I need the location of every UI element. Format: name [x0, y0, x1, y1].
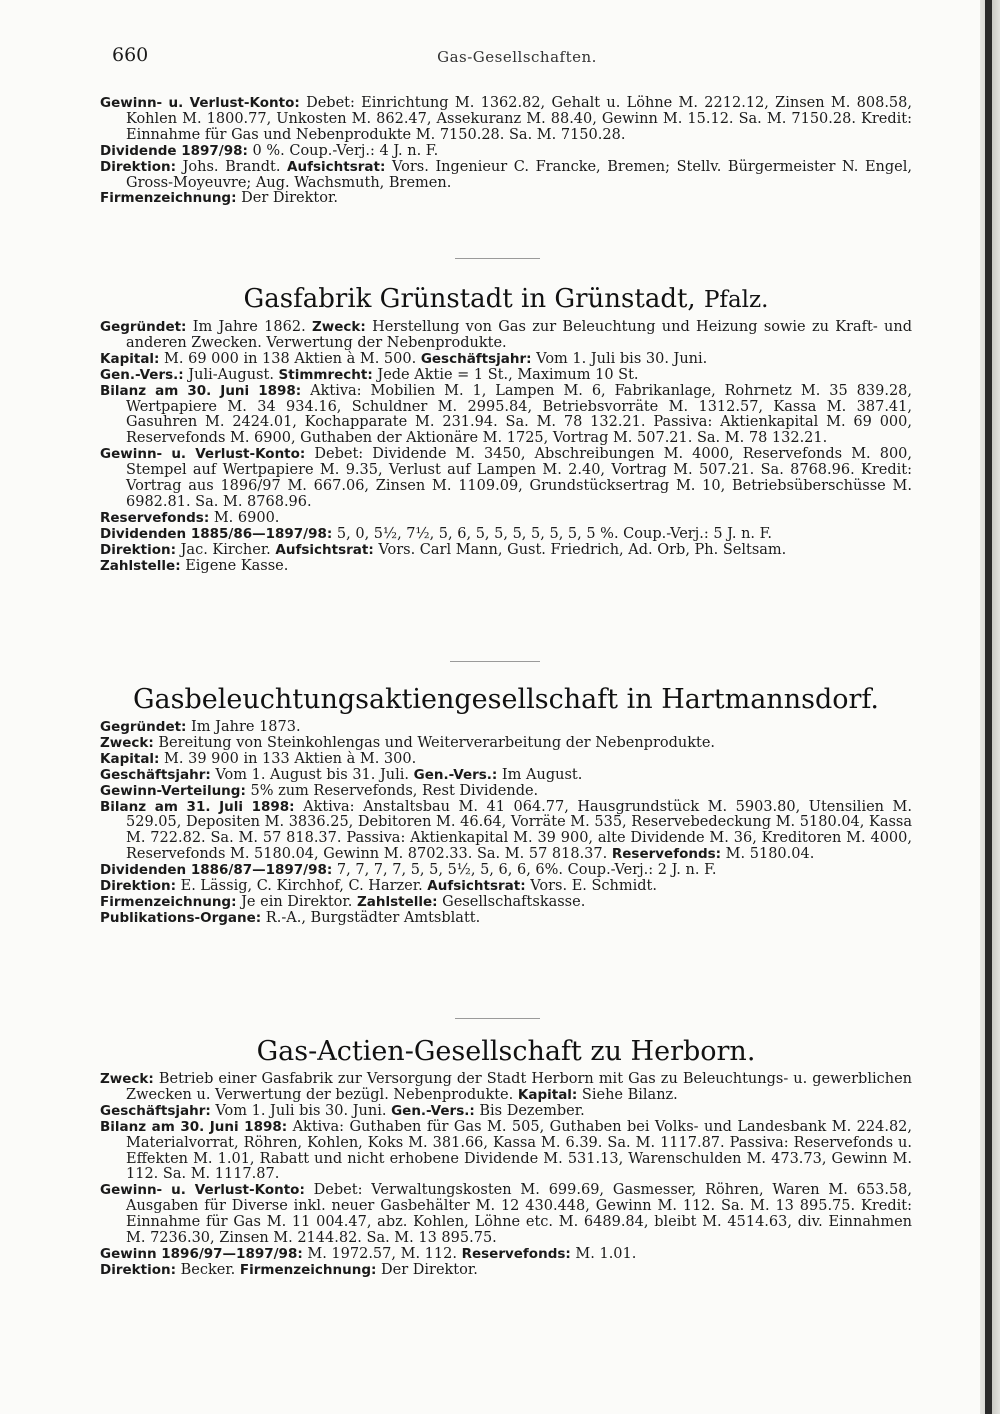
field-label: Reservefonds:: [611, 846, 722, 863]
field-text: Eigene Kasse.: [180, 557, 289, 574]
field-label: Kapital:: [517, 1086, 578, 1103]
field-text: M. 39 900 in 133 Aktien à M. 300.: [159, 750, 417, 767]
entry-line: [100, 1120, 912, 1184]
entry-line: [100, 1183, 912, 1247]
entry-line: [100, 752, 912, 768]
field-text: Im Jahre 1873.: [186, 719, 301, 735]
field-label: Zahlstelle:: [100, 557, 181, 574]
field-label: Zweck:: [100, 1071, 154, 1087]
entry-line: [100, 384, 912, 448]
field-label: Direktion:: [100, 1261, 176, 1278]
field-text: M. 1972.57, M. 112.: [302, 1245, 462, 1262]
entry-line: [100, 96, 912, 144]
field-text: Vom 1. Juli bis 30. Juni.: [531, 350, 708, 367]
field-text: Je ein Direktor.: [236, 893, 357, 910]
company-title: [100, 282, 912, 317]
field-label: Reservefonds:: [100, 509, 210, 526]
field-label: Gewinn- u. Verlust-Konto:: [100, 446, 306, 463]
field-label: Geschäftsjahr:: [420, 350, 532, 367]
page-edge-line: [985, 0, 992, 1414]
field-label: Zahlstelle:: [356, 893, 438, 910]
entry-line: [100, 863, 912, 879]
field-text: R.-A., Burgstädter Amtsblatt.: [261, 909, 481, 926]
field-label: Stimmrecht:: [278, 366, 373, 383]
entry-line: [100, 1247, 912, 1263]
field-text: M. 5180.04.: [721, 846, 815, 863]
field-text: 5, 0, 5½, 7½, 5, 6, 5, 5, 5, 5, 5, 5, 5 %. Coup.-Verj.: 5 J. n. F.: [332, 525, 773, 542]
field-text: Siehe Bilanz.: [577, 1086, 678, 1103]
company-entry: [100, 720, 912, 927]
field-label: Direktion:: [100, 541, 176, 558]
field-text: Debet: Dividende M. 3450, Abschreibungen M. 4000, Reservefonds M. 800, Stempel auf Wertpapiere M. 9.35, Verlust auf Lampen M. 2.40, Vortrag M. 507.21. Sa. 8768.96. Kredit: Vortrag aus 1896/97 M. 667.06, Zinsen M. 1109.09, Grundstücksertrag M. 10, Betriebsüberschüsse M. 6982.81. Sa. M. 8768.96.: [126, 446, 913, 510]
field-text: Jac. Kircher.: [176, 541, 276, 558]
field-label: Geschäftsjahr:: [100, 766, 211, 783]
field-label: Gen.-Vers.:: [100, 366, 184, 383]
field-label: Zweck:: [312, 319, 366, 335]
company-title: Gas-Actien-Gesellschaft zu Herborn.: [256, 1036, 756, 1067]
field-text: Im Jahre 1862.: [186, 319, 312, 335]
entry-line: [100, 768, 912, 784]
section-divider: [455, 258, 540, 259]
field-label: Aufsichtsrat:: [427, 878, 526, 895]
field-label: Dividenden 1886/87—1897/98:: [100, 862, 333, 879]
entry-line: [100, 559, 912, 575]
entry-line: [100, 784, 912, 800]
company-entry: [100, 1072, 912, 1279]
field-text: 0 %. Coup.-Verj.: 4 J. n. F.: [247, 142, 439, 159]
page-number: 660: [112, 44, 149, 66]
field-text: Johs. Brandt.: [176, 158, 288, 175]
entry-line: [100, 527, 912, 543]
field-label: Aufsichtsrat:: [287, 158, 386, 175]
field-text: Juli-August.: [183, 366, 279, 383]
entry-line: [100, 1104, 912, 1120]
company-entry: [100, 320, 912, 575]
entry-line: [100, 160, 912, 192]
field-label: Dividenden 1885/86—1897/98:: [100, 525, 333, 542]
entry-line: [100, 320, 912, 352]
field-label: Dividende 1897/98:: [100, 142, 248, 159]
field-text: 7, 7, 7, 7, 5, 5, 5½, 5, 6, 6, 6%. Coup.-Verj.: 2 J. n. F.: [332, 862, 717, 879]
entry-line: [100, 543, 912, 559]
field-text: E. Lässig, C. Kirchhof, C. Harzer.: [176, 878, 428, 895]
field-text: M. 6900.: [209, 509, 280, 526]
field-text: Betrieb einer Gasfabrik zur Versorgung der Stadt Herborn mit Gas zu Beleuchtungs- u. gewerblichen Zwecken u. Verwertung der bezügl. Nebenprodukte.: [126, 1071, 912, 1103]
field-label: Direktion:: [100, 158, 176, 175]
entry-line: [100, 895, 912, 911]
field-label: Firmenzeichnung:: [100, 190, 237, 207]
page-header: [112, 44, 922, 70]
field-label: Gen.-Vers.:: [413, 766, 498, 783]
company-title: Gasbeleuchtungsaktiengesellschaft in Hartmannsdorf.: [132, 684, 880, 715]
entry-line: [100, 879, 912, 895]
entry-line: [100, 511, 912, 527]
entry-line: [100, 800, 912, 864]
field-label: Geschäftsjahr:: [100, 1102, 211, 1119]
running-title: Gas-Gesellschaften.: [437, 48, 597, 66]
company-title-place: Pfalz.: [703, 287, 769, 313]
field-label: Gen.-Vers.:: [391, 1102, 475, 1119]
carryover-entry: [100, 96, 912, 207]
entry-line: [100, 1072, 912, 1104]
field-text: Aktiva: Anstaltsbau M. 41 064.77, Hausgrundstück M. 5903.80, Utensilien M. 529.05, Depositen M. 3836.25, Debitoren M. 46.64, Vorräte M. 535, Reservebedeckung M. 5180.04, Kassa M. 722.82. Sa. M. 57 818.37. Passiva: Aktienkapital M. 39 900, alte Dividende M. 36, Kreditoren M. 4000, Reservefonds M. 5180.04, Gewinn M. 8702.33. Sa. M. 57 818.37.: [126, 798, 912, 863]
field-label: Gewinn- u. Verlust-Konto:: [100, 95, 300, 111]
field-text: Debet: Verwaltungskosten M. 699.69, Gasmesser, Röhren, Waren M. 653.58, Ausgaben für Diverse inkl. neuer Gasbehälter M. 12 430.448, Gewinn M. 112. Sa. M. 13 895.75. Kredit: Einnahme für Gas M. 11 004.47, abz. Kohlen, Löhne etc. M. 6489.84, bleibt M. 4514.63, div. Einnahmen M. 7236.30, Zinsen M. 2144.82. Sa. M. 13 895.75.: [126, 1182, 913, 1247]
field-label: Publikations-Organe:: [100, 909, 262, 926]
field-label: Bilanz am 30. Juni 1898:: [100, 1118, 288, 1135]
field-label: Bilanz am 31. Juli 1898:: [100, 798, 295, 815]
field-text: Vom 1. Juli bis 30. Juni.: [210, 1102, 392, 1119]
entry-line: [100, 911, 912, 927]
field-text: Bereitung von Steinkohlengas und Weiterverarbeitung der Nebenprodukte.: [153, 734, 716, 751]
field-label: Gewinn- u. Verlust-Konto:: [100, 1182, 305, 1199]
field-label: Kapital:: [100, 750, 160, 767]
entry-line: [100, 144, 912, 160]
entry-line: [100, 191, 912, 207]
entry-line: [100, 447, 912, 511]
field-text: Im August.: [497, 766, 583, 783]
field-label: Bilanz am 30. Juni 1898:: [100, 382, 302, 399]
field-label: Gegründet:: [100, 719, 187, 735]
field-text: M. 1.01.: [570, 1245, 637, 1262]
field-text: Vors. Carl Mann, Gust. Friedrich, Ad. Orb, Ph. Seltsam.: [373, 541, 787, 558]
field-text: Der Direktor.: [236, 190, 338, 207]
field-text: Aktiva: Guthaben für Gas M. 505, Guthaben bei Volks- und Landesbank M. 224.82, Materialvorrat, Röhren, Kohlen, Koks M. 381.66, Kassa M. 6.39. Sa. M. 1117.87. Passiva: Reservefonds u. Effekten M. 1.01, Rabatt und nicht erhobene Dividende M. 531.13, Warenschulden M. 473.73, Gewinn M. 112. Sa. M. 1117.87.: [126, 1118, 913, 1183]
field-text: Gesellschaftskasse.: [437, 893, 586, 910]
field-text: Becker.: [176, 1261, 240, 1278]
field-text: 5% zum Reservefonds, Rest Dividende.: [245, 782, 539, 799]
field-text: M. 69 000 in 138 Aktien à M. 500.: [159, 350, 421, 367]
field-label: Aufsichtsrat:: [275, 541, 374, 558]
section-divider: [455, 1018, 540, 1019]
entry-line: [100, 368, 912, 384]
field-label: Direktion:: [100, 878, 176, 895]
entry-line: [100, 352, 912, 368]
field-text: Jede Aktie = 1 St., Maximum 10 St.: [372, 366, 639, 383]
field-label: Reservefonds:: [461, 1245, 571, 1262]
field-label: Gewinn-Verteilung:: [100, 782, 246, 799]
field-label: Gewinn 1896/97—1897/98:: [100, 1245, 303, 1262]
field-label: Kapital:: [100, 350, 160, 367]
field-text: Vors. Ingenieur C. Francke, Bremen; Stellv. Bürgermeister N. Engel, Gross-Moyeuvre; Aug. Wachsmuth, Bremen.: [126, 158, 912, 191]
field-text: Herstellung von Gas zur Beleuchtung und Heizung sowie zu Kraft- und anderen Zwecken. Verwertung der Nebenprodukte.: [126, 319, 912, 351]
field-label: Gegründet:: [100, 319, 187, 335]
field-text: Vom 1. August bis 31. Juli.: [210, 766, 414, 783]
field-text: Aktiva: Mobilien M. 1, Lampen M. 6, Fabrikanlage, Rohrnetz M. 35 839.28, Wertpapiere M. 34 934.16, Schuldner M. 2995.84, Betriebsvorräte M. 1312.57, Kassa M. 387.41, Gasuhren M. 2424.01, Kochapparate M. 231.94. Sa. M. 78 132.21. Passiva: Aktienkapital M. 69 000, Reservefonds M. 6900, Guthaben der Aktionäre M. 1725, Vortrag M. 507.21. Sa. M. 78 132.21.: [126, 382, 912, 447]
field-text: Debet: Einrichtung M. 1362.82, Gehalt u. Löhne M. 2212.12, Zinsen M. 808.58, Kohlen M. 1800.77, Unkosten M. 862.47, Assekuranz M. 88.40, Gewinn M. 15.12. Sa. M. 7150.28. Kredit: Einnahme für Gas und Nebenprodukte M. 7150.28. Sa. M. 7150.28.: [126, 95, 912, 143]
field-text: Bis Dezember.: [474, 1102, 585, 1119]
entry-line: [100, 1263, 912, 1279]
section-divider: [450, 661, 540, 662]
company-title-text: Gasfabrik Grünstadt in Grünstadt,: [243, 284, 704, 314]
field-text: Vors. E. Schmidt.: [525, 878, 657, 895]
field-text: Der Direktor.: [376, 1261, 478, 1278]
field-label: Zweck:: [100, 734, 154, 751]
entry-line: [100, 736, 912, 752]
field-label: Firmenzeichnung:: [239, 1261, 377, 1278]
entry-line: [100, 720, 912, 736]
field-label: Firmenzeichnung:: [100, 893, 237, 910]
